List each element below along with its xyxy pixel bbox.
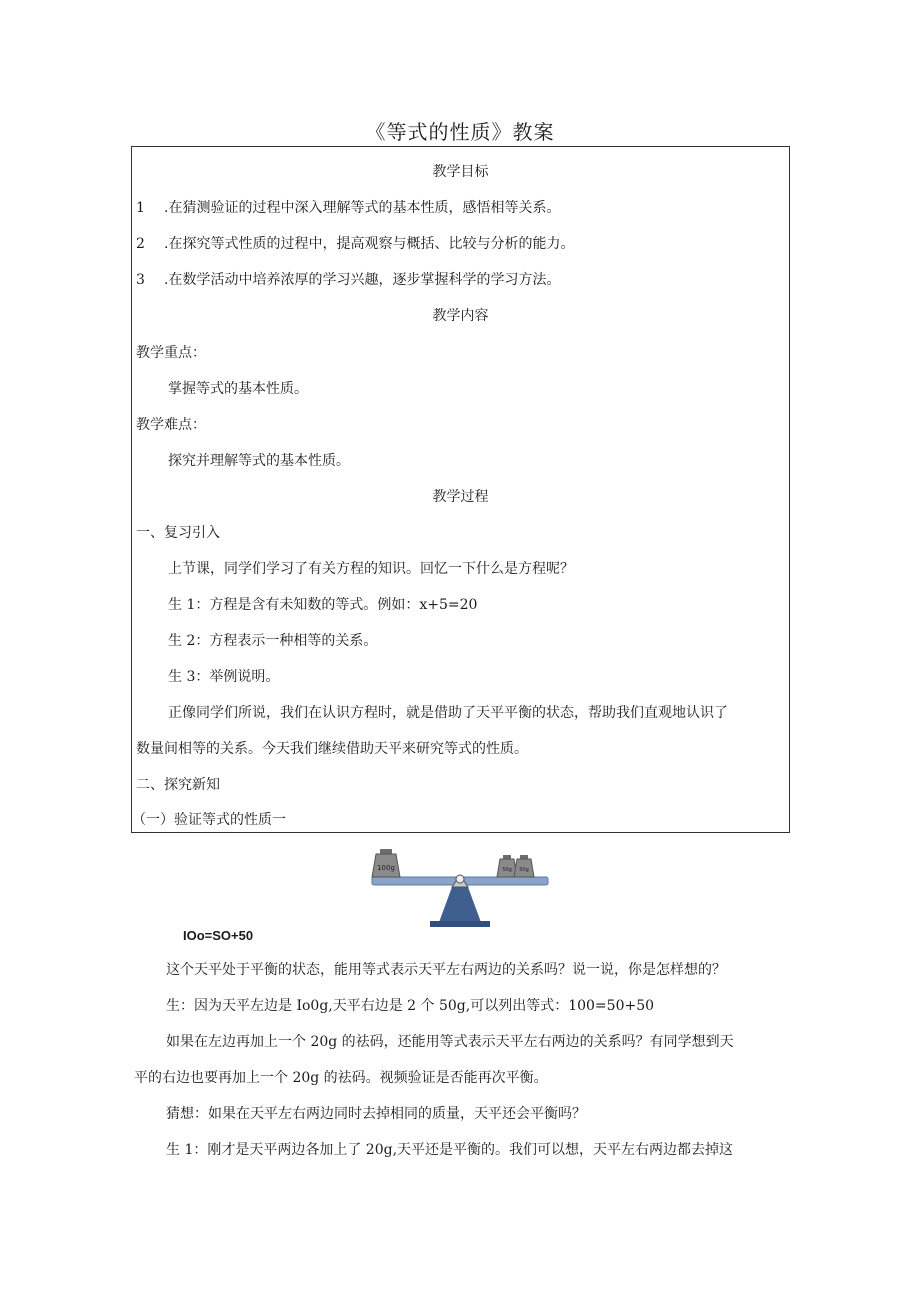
goal-item-1 <box>136 199 560 217</box>
right-weight-label: 50g <box>519 867 529 873</box>
subsection-property-one: （一）验证等式的性质一 <box>132 812 286 828</box>
student-answer-1: 生 1：方程是含有未知数的等式。例如：x+5=20 <box>168 597 478 613</box>
balance-scale-figure <box>368 843 552 929</box>
scale-base <box>438 887 482 925</box>
key-point-label: 教学重点： <box>136 345 206 361</box>
right-weight-label: 50g <box>502 867 512 873</box>
answer-1: 生：因为天平左边是 Io0g,天平右边是 2 个 50g,可以列出等式：100=50+50 <box>166 998 655 1014</box>
question-2-continued: 平的右边也要再加上一个 20g 的祛码。视频验证是否能再次平衡。 <box>134 1070 548 1086</box>
goal-number: 1 <box>136 200 145 216</box>
right-weight-2 <box>514 855 534 877</box>
goal-item-3 <box>136 271 560 289</box>
difficulty-label: 教学难点： <box>136 417 206 433</box>
document-title: 《等式的性质》教案 <box>365 120 555 144</box>
heading-goals: 教学目标 <box>432 164 489 180</box>
guess: 猜想：如果在天平左右两边同时去掉相同的质量，天平还会平衡吗？ <box>166 1106 586 1122</box>
left-weight-label: 100g <box>377 864 395 872</box>
goal-item-2 <box>136 235 574 253</box>
section-review: 一、复习引入 <box>136 525 220 541</box>
section-explore: 二、探究新知 <box>136 777 220 793</box>
left-weight <box>372 849 400 877</box>
question-2: 如果在左边再加上一个 20g 的祛码，还能用等式表示天平左右两边的关系吗？有同学想到天 <box>166 1034 734 1050</box>
goal-number: 2 <box>136 236 145 252</box>
equation-caption: IOo=SO+50 <box>183 928 254 943</box>
heading-content: 教学内容 <box>432 308 489 324</box>
key-point-text: 掌握等式的基本性质。 <box>168 381 308 397</box>
paragraph-continued: 数量间相等的关系。今天我们继续借助天平来研究等式的性质。 <box>136 741 528 757</box>
goal-text: .在探究等式性质的过程中，提高观察与概括、比较与分析的能力。 <box>164 236 575 252</box>
scale-foot <box>430 921 490 927</box>
paragraph: 上节课，同学们学习了有关方程的知识。回忆一下什么是方程呢？ <box>168 561 574 577</box>
student-answer: 生 1：刚才是天平两边各加上了 20g,天平还是平衡的。我们可以想，天平左右两边都去掉这 <box>166 1142 734 1158</box>
lesson-plan-table <box>131 146 790 833</box>
goal-text: .在数学活动中培养浓厚的学习兴趣，逐步掌握科学的学习方法。 <box>164 272 561 288</box>
question-1: 这个天平处于平衡的状态，能用等式表示天平左右两边的关系吗？说一说，你是怎样想的？ <box>166 962 726 978</box>
paragraph: 正像同学们所说，我们在认识方程时，就是借助了天平平衡的状态，帮助我们直观地认识了 <box>168 705 728 721</box>
goal-text: .在猜测验证的过程中深入理解等式的基本性质，感悟相等关系。 <box>164 200 561 216</box>
heading-process: 教学过程 <box>432 489 489 505</box>
scale-pivot-knob <box>456 875 464 883</box>
student-answer-3: 生 3：举例说明。 <box>168 669 280 685</box>
goal-number: 3 <box>136 272 145 288</box>
difficulty-text: 探究并理解等式的基本性质。 <box>168 453 350 469</box>
student-answer-2: 生 2：方程表示一种相等的关系。 <box>168 633 378 649</box>
right-weight-1 <box>497 855 517 877</box>
